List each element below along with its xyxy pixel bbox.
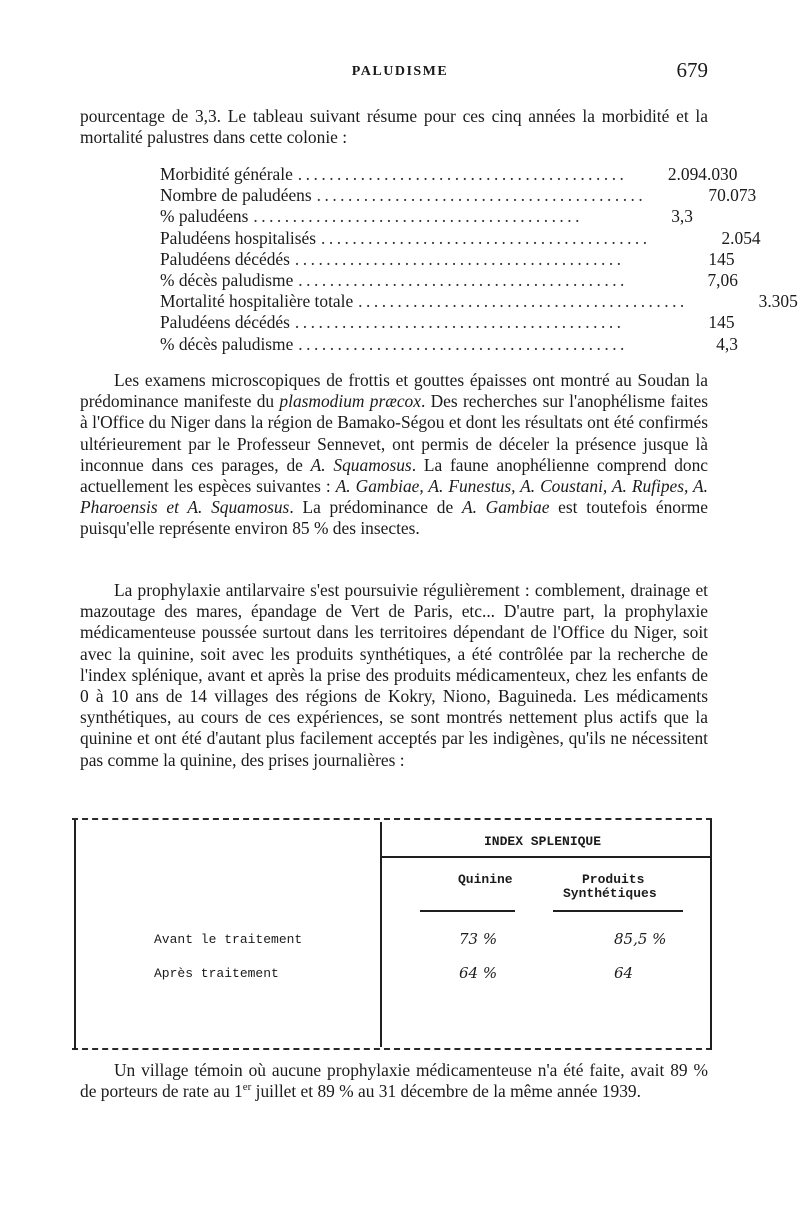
stat-row: [160, 227, 761, 249]
column-header-quinine: Quinine: [458, 872, 513, 887]
species-name: plasmodium præcox: [279, 391, 421, 412]
stat-label: % décès paludisme: [160, 333, 294, 354]
control-village-paragraph: [80, 1060, 708, 1102]
stat-value: 145: [708, 248, 735, 269]
leader-dots: ..........................................: [298, 333, 628, 354]
stat-label: Mortalité hospitalière totale: [160, 291, 354, 312]
running-head: PALUDISME: [351, 64, 449, 79]
row-label: Avant le traitement: [154, 932, 303, 947]
leader-dots: ..........................................: [298, 269, 628, 290]
stat-label: Paludéens décédés: [160, 248, 290, 269]
paragraph-text: juillet et 89 % au 31 décembre de la même année 1939.: [251, 1081, 641, 1102]
stat-row: [160, 206, 693, 227]
paragraph-text: . Des recherches sur l'anophélisme faites à l'Office du Niger dans la région de Bamako-Ségou et dont les résultats ont été confirmés ultérieurement par le Professeur Sennevet, ont permis de déceler la présence jusque là inconnue dans ces parages, de: [80, 391, 708, 475]
column-rule-synthetic: [553, 910, 683, 912]
column-rule-quinine: [420, 910, 515, 912]
stat-value: 3,3: [671, 206, 693, 227]
column-header-synthetic-2: Synthétiques: [563, 886, 657, 901]
stat-label: Paludéens décédés: [160, 312, 290, 333]
statistics-table: [160, 164, 798, 355]
stat-row: [160, 248, 735, 270]
leader-dots: ..........................................: [321, 227, 651, 248]
table-title: INDEX SPLENIQUE: [484, 834, 602, 849]
stat-value: 4,3: [716, 333, 738, 354]
superscript: er: [242, 1081, 252, 1094]
stat-label: Nombre de paludéens: [160, 185, 312, 206]
table-right-border: [710, 820, 712, 1050]
stat-value: 2.054: [721, 227, 761, 248]
stat-label: % décès paludisme: [160, 269, 294, 290]
column-header-synthetic: Produits: [582, 872, 645, 887]
prophylaxis-paragraph: La prophylaxie antilarvaire s'est poursuivie régulièrement : comblement, drainage et mazoutage des mares, épandage de Vert de Paris, etc... D'autre part, la prophylaxie médicamenteuse poussée surtout dans les territoires dépendant de l'Office du Niger, soit avec la quinine, soit avec les produits synthétiques, a été contrôlée par la recherche de l'index splénique, avant et après la prise des produits médicamenteux, chez les enfants de 0 à 10 ans de 14 villages des régions de Kokry, Niono, Baguineda. Les médicaments synthétiques, au cours de ces expériences, se sont montrés nettement plus actifs que la quinine et ont été d'autant plus facilement acceptés par les indigènes, qu'ils ne nécessitent pas comme la quinine, des prises journalières :: [80, 580, 708, 770]
table-left-border: [74, 820, 76, 1050]
leader-dots: ..........................................: [358, 291, 688, 312]
stat-row: [160, 164, 738, 185]
table-header-rule: [381, 856, 710, 858]
stat-label: Paludéens hospitalisés: [160, 227, 317, 248]
quinine-value: 73 %: [459, 930, 498, 948]
leader-dots: ..........................................: [294, 312, 625, 333]
leader-dots: ..........................................: [316, 185, 647, 206]
stat-value: 2.094.030: [667, 164, 738, 184]
stat-value: 7,06: [707, 269, 738, 290]
stat-value: 145: [708, 312, 735, 333]
species-name: A. Gambiae: [461, 497, 550, 518]
leader-dots: ..........................................: [294, 248, 625, 269]
stat-value: 3.305: [758, 291, 798, 312]
intro-paragraph: pourcentage de 3,3. Le tableau suivant résume pour ces cinq années la morbidité et la mortalité palustres dans cette colonie :: [80, 106, 708, 148]
stat-value: 70.073: [708, 185, 757, 206]
row-label: Après traitement: [154, 966, 279, 981]
stat-row: [160, 269, 738, 291]
synthetic-value: 64: [614, 964, 634, 982]
synthetic-value: 85,5 %: [614, 930, 667, 948]
anophelism-paragraph: [80, 370, 708, 540]
paragraph-text: Un village témoin où aucune prophylaxie médicamenteuse n'a été faite, avait 89 % de porteurs de rate au 1: [80, 1060, 708, 1102]
species-list: A. Gambiae, A. Funestus, A. Coustani, A. Rufipes, A. Pharoensis et A. Squamosus: [80, 476, 708, 518]
stat-row: [160, 312, 735, 333]
stat-label: Morbidité générale: [160, 164, 293, 184]
quinine-value: 64 %: [459, 964, 498, 982]
table-top-border: [72, 818, 712, 820]
stat-row: [160, 185, 757, 206]
species-name: A. Squamosus: [310, 454, 412, 475]
stat-row: [160, 333, 738, 355]
stat-row: [160, 291, 798, 312]
paragraph-text: est toutefois énorme puisqu'elle représente environ 85 % des insectes.: [80, 497, 709, 539]
stat-label: % paludéens: [160, 206, 249, 227]
leader-dots: ..........................................: [297, 164, 628, 184]
table-bottom-border: [72, 1048, 712, 1050]
paragraph-text: . La faune anophélienne comprend donc actuellement les espèces suivantes :: [80, 454, 708, 497]
leader-dots: ..........................................: [253, 206, 583, 227]
page-number: 679: [676, 58, 708, 82]
paragraph-text: . La prédominance de: [289, 497, 462, 518]
paragraph-text: Les examens microscopiques de frottis et gouttes épaisses ont montré au Soudan la prédominance manifeste du: [80, 370, 708, 412]
